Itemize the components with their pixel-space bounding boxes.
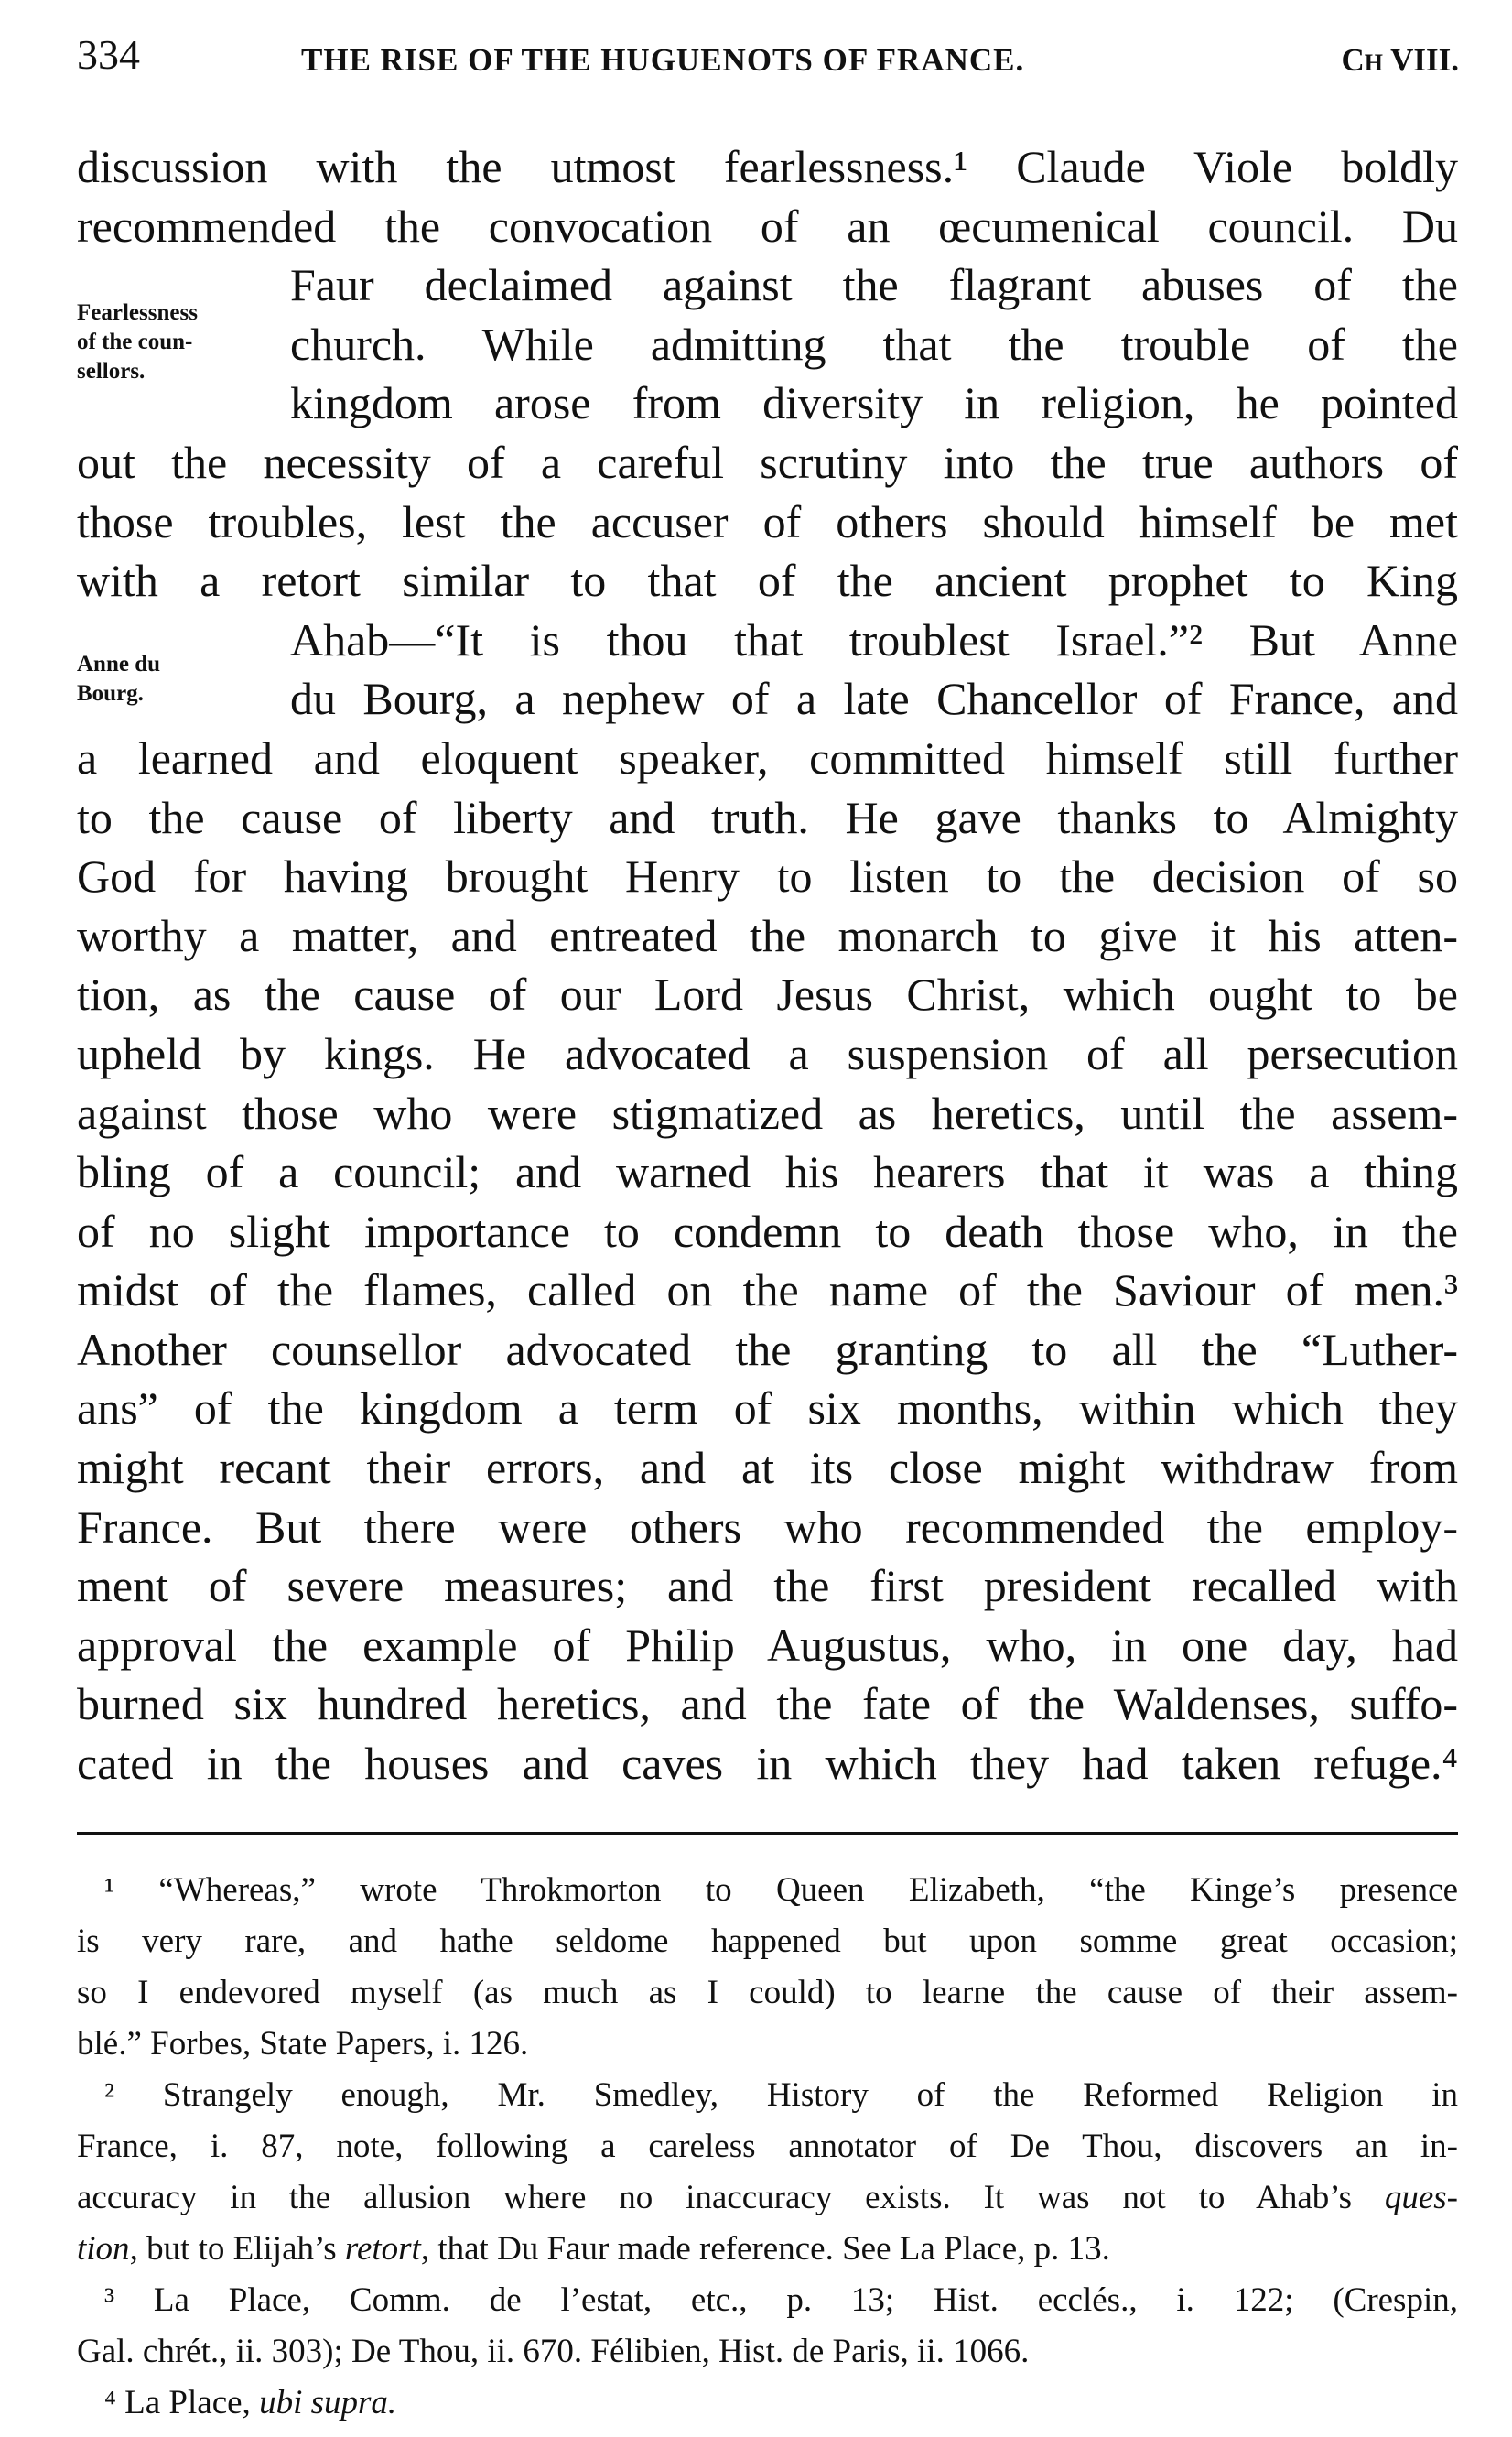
body-line: of no slight importance to condemn to death those who, in the <box>77 1205 1458 1257</box>
footnote-text: ¹ “Whereas,” wrote Throkmorton to Queen Elizabeth, “the Kinge’s presence <box>104 1871 1458 1909</box>
chapter-prefix-smallcap: H <box>1364 49 1383 76</box>
italic-text: retort <box>344 2230 421 2268</box>
footnotes <box>77 1865 1458 2429</box>
footnote-text: Gal. chrét., ii. 303); De Thou, ii. 670. Félibien, Hist. de Paris, ii. 1066. <box>77 2333 1030 2370</box>
body-line: midst of the flames, called on the name of the Saviour of men.³ <box>77 1264 1458 1316</box>
footnote-text: , but to Elijah’s <box>129 2230 345 2268</box>
body-line: Another counsellor advocated the granting to all the “Luther- <box>77 1323 1458 1375</box>
italic-text: ques- <box>1384 2179 1458 2216</box>
footnote-1-line <box>77 2019 1458 2070</box>
footnote-text: accuracy in the allusion where no inaccuracy exists. It was not to Ahab’s <box>77 2179 1385 2216</box>
body-line: those troubles, lest the accuser of others should himself be met <box>77 495 1458 547</box>
footnote-4-line <box>77 2377 1458 2429</box>
body-line: God for having brought Henry to listen to the decision of so <box>77 850 1458 903</box>
footnote-2-line <box>77 2224 1458 2275</box>
chapter-label <box>1341 37 1459 87</box>
footnote-text: ³ La Place, Comm. de l’estat, etc., p. 13; Hist. ecclés., i. 122; (Crespin, <box>104 2281 1458 2319</box>
body-line: burned six hundred heretics, and the fate of the Waldenses, suffo- <box>77 1678 1458 1730</box>
page-number: 334 <box>77 31 140 78</box>
body-line: cated in the houses and caves in which they had taken refuge.⁴ <box>77 1738 1458 1790</box>
body-line: a learned and eloquent speaker, committed himself still further <box>77 731 1458 784</box>
body-line: might recant their errors, and at its close might withdraw from <box>77 1442 1458 1494</box>
footnote-text: ⁴ La Place, <box>104 2384 260 2421</box>
footnote-2-line <box>77 2121 1458 2172</box>
body-line: ans” of the kingdom a term of six months, within which they <box>77 1382 1458 1435</box>
body-line: tion, as the cause of our Lord Jesus Christ, which ought to be <box>77 969 1458 1021</box>
body-line: church. While admitting that the trouble of the <box>290 318 1458 370</box>
body-text <box>77 137 1458 1793</box>
chapter-prefix: C <box>1341 42 1365 78</box>
footnote-2-line <box>77 2172 1458 2224</box>
chapter-number: VIII. <box>1382 42 1459 78</box>
footnote-1-line <box>77 1967 1458 2019</box>
footnote-2-line <box>77 2070 1458 2121</box>
sidenote-line: of the coun- <box>77 330 193 354</box>
footnote-text: so I endevored myself (as much as I could) to learne the cause of their assem- <box>77 1974 1458 2011</box>
body-line: worthy a matter, and entreated the monarch to give it his atten- <box>77 909 1458 961</box>
body-line: du Bourg, a nephew of a late Chancellor of France, and <box>290 673 1458 725</box>
body-line: kingdom arose from diversity in religion, he pointed <box>290 377 1458 429</box>
footnote-text: ² Strangely enough, Mr. Smedley, History of the Reformed Religion in <box>104 2076 1458 2114</box>
footnote-1-line <box>77 1865 1458 1916</box>
footnote-text: is very rare, and hathe seldome happened but upon somme great occasion; <box>77 1923 1458 1960</box>
body-line: discussion with the utmost fearlessness.¹ Claude Viole boldly <box>77 141 1458 192</box>
body-line: bling of a council; and warned his hearers that it was a thing <box>77 1146 1458 1198</box>
sidenote-line: sellors. <box>77 359 146 384</box>
body-line: Faur declaimed against the flagrant abuses of the <box>290 259 1458 311</box>
body-line: ment of severe measures; and the first president recalled with <box>77 1560 1458 1612</box>
footnote-text: France, i. 87, note, following a careless annotator of De Thou, discovers an in- <box>77 2128 1458 2165</box>
footnote-text: blé.” Forbes, State Papers, i. 126. <box>77 2025 529 2063</box>
footnote-rule <box>77 1832 1458 1835</box>
sidenote-line: Fearlessness <box>77 300 198 325</box>
body-line: recommended the convocation of an œcumenical council. Du <box>77 200 1458 252</box>
sidenote-line: Anne du <box>77 652 161 677</box>
footnote-1-line <box>77 1916 1458 1967</box>
footnote-text: , that Du Faur made reference. See La Place, p. 13. <box>420 2230 1110 2268</box>
sidenote-line: Bourg. <box>77 681 144 706</box>
body-line: against those who were stigmatized as heretics, until the assem- <box>77 1087 1458 1139</box>
body-line: out the necessity of a careful scrutiny into the true authors of <box>77 436 1458 488</box>
italic-text: ubi supra. <box>259 2384 397 2421</box>
body-line: France. But there were others who recommended the employ- <box>77 1500 1458 1553</box>
body-line: to the cause of liberty and truth. He gave thanks to Almighty <box>77 791 1458 843</box>
running-title: THE RISE OF THE HUGUENOTS OF FRANCE. <box>301 42 1025 78</box>
body-line: upheld by kings. He advocated a suspension of all persecution <box>77 1027 1458 1079</box>
footnote-3-line <box>77 2275 1458 2326</box>
footnote-3-line <box>77 2326 1458 2377</box>
italic-text: tion <box>77 2230 130 2268</box>
body-line: Ahab—“It is thou that troublest Israel.”² But Anne <box>290 613 1458 666</box>
body-line: approval the example of Philip Augustus, who, in one day, had <box>77 1619 1458 1671</box>
body-line: with a retort similar to that of the ancient prophet to King <box>77 555 1458 607</box>
